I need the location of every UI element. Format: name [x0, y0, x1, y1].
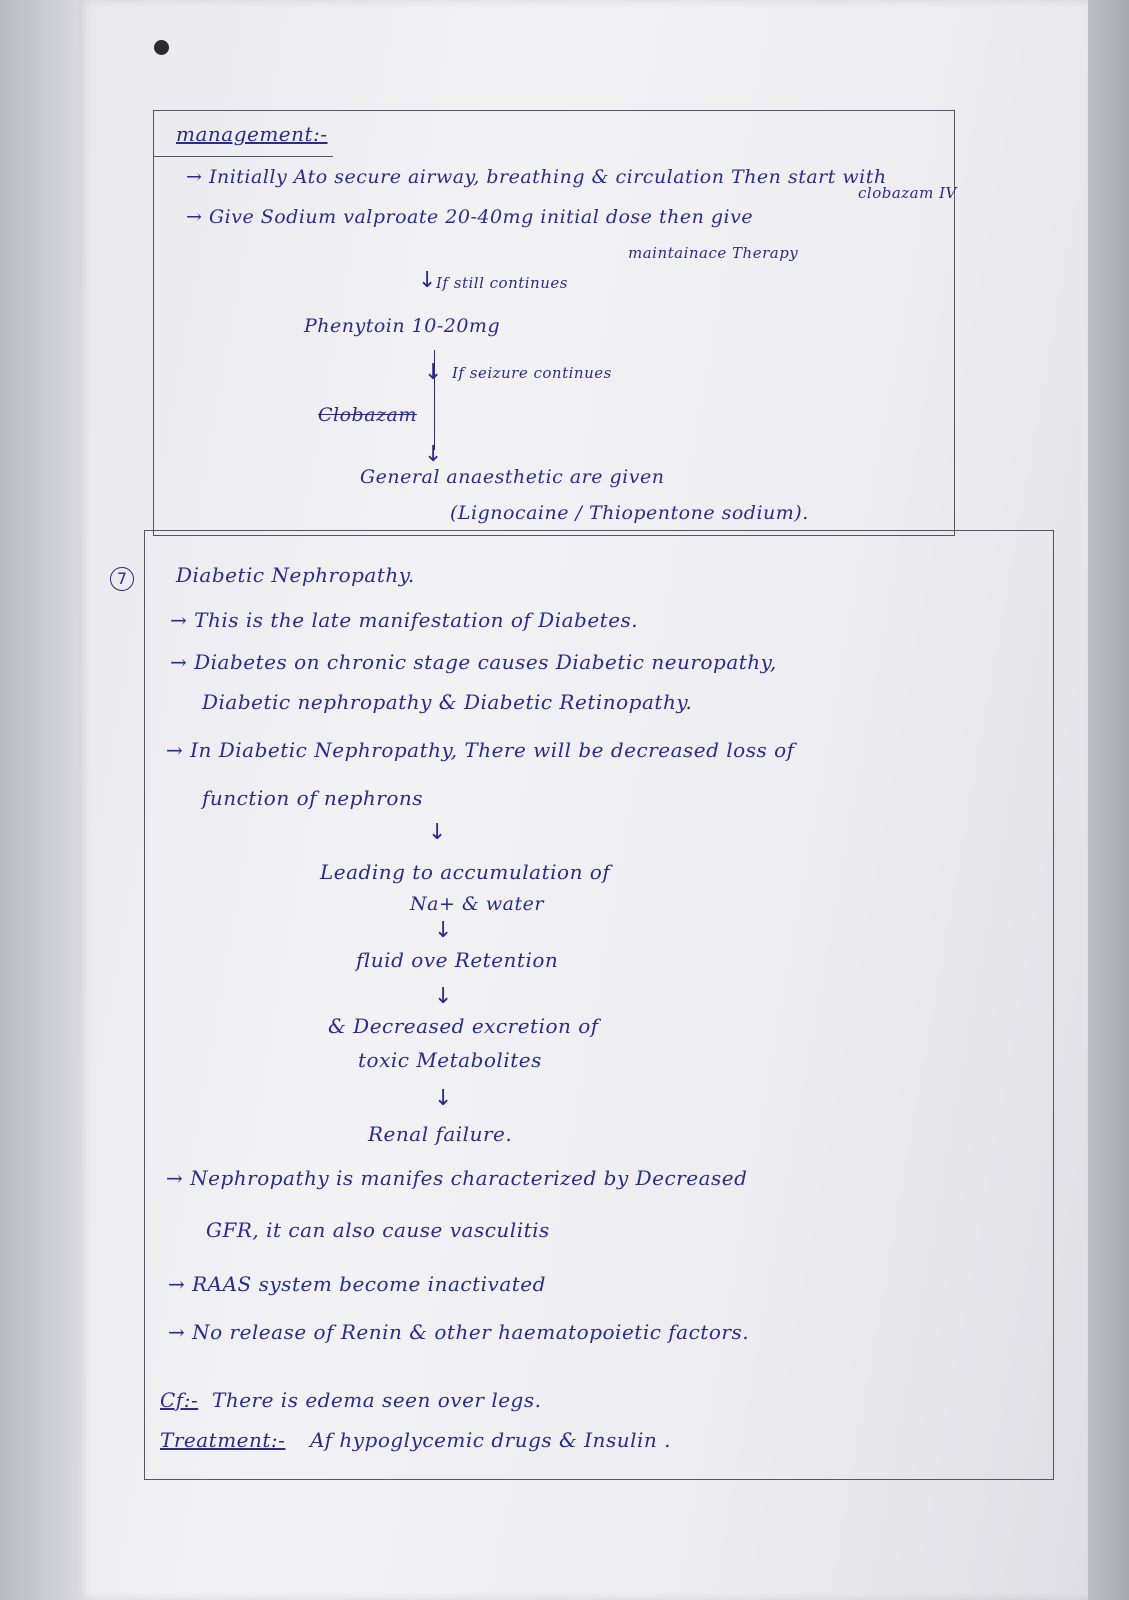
flow3-text: General anaesthetic are given: [360, 466, 665, 488]
flow-c2: toxic Metabolites: [358, 1048, 542, 1072]
flow-arrow-a: ↓: [428, 820, 447, 845]
section-number-badge: 7: [110, 567, 134, 591]
line1-overline: clobazam IV: [858, 184, 957, 202]
flow-arrow-2: ↓: [424, 360, 443, 385]
flow2-drug: Clobazam: [318, 404, 417, 426]
mgmt-line-2: → Give Sodium valproate 20-40mg initial dose then give: [186, 206, 754, 228]
cf-label: Cf:-: [160, 1388, 199, 1412]
page-edge: [1088, 0, 1129, 1600]
bullet-3: → In Diabetic Nephropathy, There will be decreased loss of: [166, 738, 795, 762]
bullet-4: → Nephropathy is manifes characterized by Decreased: [166, 1166, 748, 1190]
flow1-condition: If still continues: [436, 274, 568, 292]
bullet-5: → RAAS system become inactivated: [168, 1272, 546, 1296]
flow1-drug: Phenytoin 10-20mg: [304, 315, 501, 337]
bullet-1: → This is the late manifestation of Diabetes.: [170, 608, 639, 632]
flow-arrow-3: ↓: [424, 442, 443, 467]
bullet-3-cont: function of nephrons: [202, 786, 424, 810]
bullet-2-cont: Diabetic nephropathy & Diabetic Retinopathy.: [202, 690, 693, 714]
bullet-2: → Diabetes on chronic stage causes Diabetic neuropathy,: [170, 650, 777, 674]
heading-underline: [153, 156, 333, 157]
punch-hole: [154, 40, 169, 55]
flow3-detail: (Lignocaine / Thiopentone sodium).: [450, 502, 809, 524]
mgmt-line-2-cont: maintainace Therapy: [628, 244, 799, 262]
flow2-condition: If seizure continues: [452, 364, 612, 382]
flow-arrow-d: ↓: [434, 1086, 453, 1111]
flow-arrow-1: ↓: [418, 268, 437, 293]
treatment-text: Af hypoglycemic drugs & Insulin .: [310, 1428, 671, 1452]
flow-b: fluid ove Retention: [356, 948, 559, 972]
treatment-label: Treatment:-: [160, 1428, 286, 1452]
flow-arrow-b: ↓: [434, 918, 453, 943]
management-heading: management:-: [176, 122, 328, 146]
bullet-4-cont: GFR, it can also cause vasculitis: [206, 1218, 550, 1242]
bullet-6: → No release of Renin & other haematopoietic factors.: [168, 1320, 750, 1344]
flow-arrow-c: ↓: [434, 984, 453, 1009]
cf-text: There is edema seen over legs.: [212, 1388, 542, 1412]
flow-a1: Leading to accumulation of: [320, 860, 611, 884]
mgmt-line-1: → Initially Ato secure airway, breathing & circulation Then start with: [186, 166, 887, 188]
flow-d: Renal failure.: [368, 1122, 513, 1146]
flow-a2: Na+ & water: [410, 893, 544, 915]
flow-c1: & Decreased excretion of: [328, 1014, 599, 1038]
section2-title: Diabetic Nephropathy.: [176, 563, 415, 587]
notebook-spine: [0, 0, 78, 1600]
